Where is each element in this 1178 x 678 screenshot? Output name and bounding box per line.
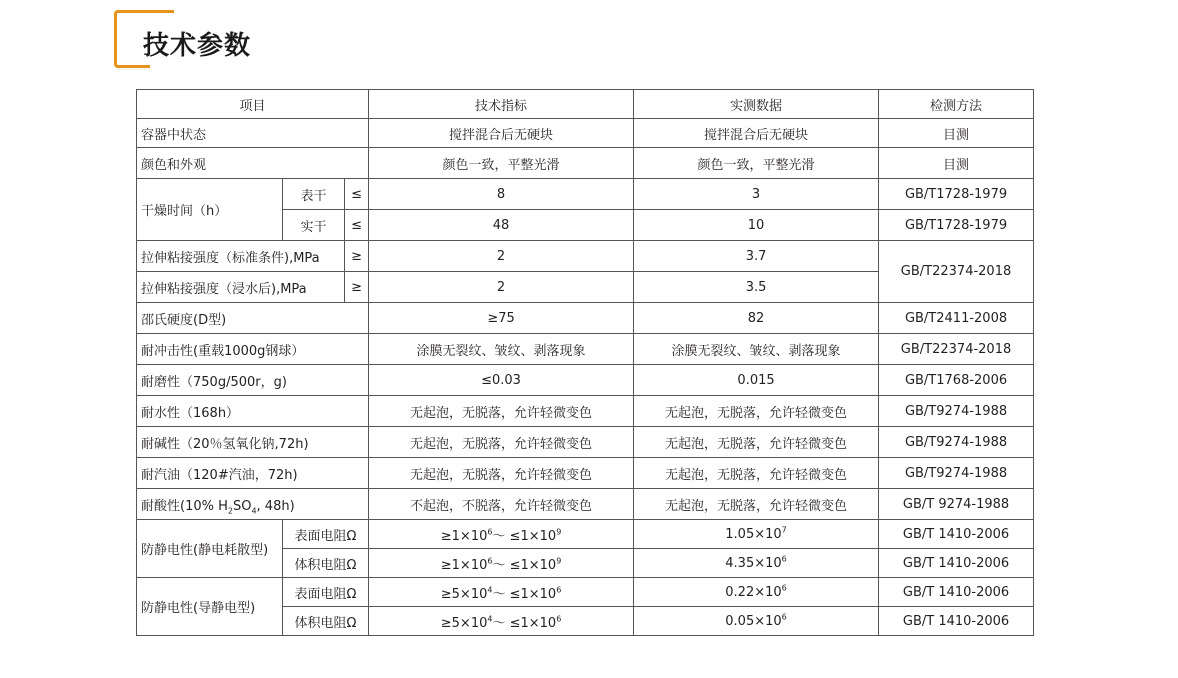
method-cell: GB/T2411-2008 [879, 303, 1034, 334]
measured-cell: 无起泡，无脱落，允许轻微变色 [634, 427, 879, 458]
table-row [137, 119, 1034, 148]
measured-cell: $0.22\times 10^6$ [634, 578, 879, 607]
item-cell: 拉伸粘接强度（浸水后),MPa [137, 272, 345, 303]
item-cell: 耐酸性(10% $H_2SO_4$, 48h) [137, 489, 369, 520]
table-row [137, 427, 1034, 458]
table-row [137, 520, 1034, 549]
sub-item-cell: 表干 [283, 179, 345, 210]
item-cell: 耐汽油（120#汽油，72h) [137, 458, 369, 489]
method-cell: GB/T 1410-2006 [879, 549, 1034, 578]
measured-cell: 0.015 [634, 365, 879, 396]
header-item: 项目 [137, 90, 369, 119]
spec-cell: $\ge 5\times 10^4\sim \le 1\times 10^6$ [369, 578, 634, 607]
measured-cell: 无起泡，无脱落，允许轻微变色 [634, 396, 879, 427]
item-cell: 邵氏硬度(D型) [137, 303, 369, 334]
item-cell: 耐水性（168h） [137, 396, 369, 427]
header-measured: 实测数据 [634, 90, 879, 119]
item-cell: 耐冲击性(重载1000g钢球） [137, 334, 369, 365]
measured-cell: $0.05\times 10^6$ [634, 607, 879, 636]
table-row [137, 489, 1034, 520]
measured-cell: 10 [634, 210, 879, 241]
spec-cell: 8 [369, 179, 634, 210]
table-header-row [137, 90, 1034, 119]
table-row [137, 578, 1034, 607]
operator-cell: ≥ [345, 241, 369, 272]
spec-cell: ≤0.03 [369, 365, 634, 396]
method-cell: GB/T1728-1979 [879, 179, 1034, 210]
spec-cell: 2 [369, 272, 634, 303]
measured-cell: 无起泡，无脱落，允许轻微变色 [634, 489, 879, 520]
item-cell: 防静电性(静电耗散型) [137, 520, 283, 578]
spec-cell: 无起泡，无脱落，允许轻微变色 [369, 427, 634, 458]
operator-cell: ≤ [345, 179, 369, 210]
sub-item-cell: 体积电阻Ω [283, 549, 369, 578]
measured-cell: 3.7 [634, 241, 879, 272]
item-cell: 防静电性(导静电型) [137, 578, 283, 636]
measured-cell: 无起泡，无脱落，允许轻微变色 [634, 458, 879, 489]
item-cell: 耐磨性（750g/500r，g) [137, 365, 369, 396]
header-method: 检测方法 [879, 90, 1034, 119]
spec-cell: 搅拌混合后无硬块 [369, 119, 634, 148]
spec-cell: 48 [369, 210, 634, 241]
method-cell: GB/T 1410-2006 [879, 520, 1034, 549]
method-cell: GB/T22374-2018 [879, 241, 1034, 303]
table-row [137, 396, 1034, 427]
item-cell: 容器中状态 [137, 119, 369, 148]
spec-cell: $\ge 5\times 10^4\sim \le 1\times 10^6$ [369, 607, 634, 636]
spec-cell: 颜色一致，平整光滑 [369, 148, 634, 179]
method-cell: GB/T 1410-2006 [879, 607, 1034, 636]
measured-cell: 3 [634, 179, 879, 210]
item-cell: 颜色和外观 [137, 148, 369, 179]
item-cell: 耐碱性（20％氢氧化钠,72h) [137, 427, 369, 458]
method-cell: GB/T9274-1988 [879, 427, 1034, 458]
measured-cell: 82 [634, 303, 879, 334]
table-row [137, 303, 1034, 334]
method-cell: 目测 [879, 148, 1034, 179]
spec-cell: ≥75 [369, 303, 634, 334]
spec-table [136, 89, 1034, 636]
measured-cell: 3.5 [634, 272, 879, 303]
method-cell: GB/T 9274-1988 [879, 489, 1034, 520]
measured-cell: $4.35\times 10^6$ [634, 549, 879, 578]
method-cell: GB/T1768-2006 [879, 365, 1034, 396]
table-row [137, 179, 1034, 210]
header-spec: 技术指标 [369, 90, 634, 119]
table-row [137, 148, 1034, 179]
measured-cell: 涂膜无裂纹、皱纹、剥落现象 [634, 334, 879, 365]
method-cell: 目测 [879, 119, 1034, 148]
method-cell: GB/T22374-2018 [879, 334, 1034, 365]
spec-cell: $\ge 1\times 10^6\sim \le 1\times 10^9$ [369, 520, 634, 549]
method-cell: GB/T1728-1979 [879, 210, 1034, 241]
sub-item-cell: 体积电阻Ω [283, 607, 369, 636]
measured-cell: $1.05\times 10^7$ [634, 520, 879, 549]
table-row [137, 334, 1034, 365]
method-cell: GB/T9274-1988 [879, 396, 1034, 427]
table-row [137, 241, 1034, 272]
table-row [137, 458, 1034, 489]
table-row [137, 365, 1034, 396]
method-cell: GB/T 1410-2006 [879, 578, 1034, 607]
spec-cell: 涂膜无裂纹、皱纹、剥落现象 [369, 334, 634, 365]
method-cell: GB/T9274-1988 [879, 458, 1034, 489]
spec-cell: 无起泡，无脱落，允许轻微变色 [369, 396, 634, 427]
spec-cell: 无起泡，无脱落，允许轻微变色 [369, 458, 634, 489]
sub-item-cell: 表面电阻Ω [283, 520, 369, 549]
page-title: 技术参数 [143, 31, 252, 61]
measured-cell: 搅拌混合后无硬块 [634, 119, 879, 148]
operator-cell: ≥ [345, 272, 369, 303]
spec-cell: $\ge 1\times 10^6\sim \le 1\times 10^9$ [369, 549, 634, 578]
measured-cell: 颜色一致，平整光滑 [634, 148, 879, 179]
spec-cell: 不起泡，不脱落，允许轻微变色 [369, 489, 634, 520]
spec-cell: 2 [369, 241, 634, 272]
sub-item-cell: 表面电阻Ω [283, 578, 369, 607]
item-cell: 干燥时间（h） [137, 179, 283, 241]
sub-item-cell: 实干 [283, 210, 345, 241]
item-cell: 拉伸粘接强度（标准条件),MPa [137, 241, 345, 272]
operator-cell: ≤ [345, 210, 369, 241]
